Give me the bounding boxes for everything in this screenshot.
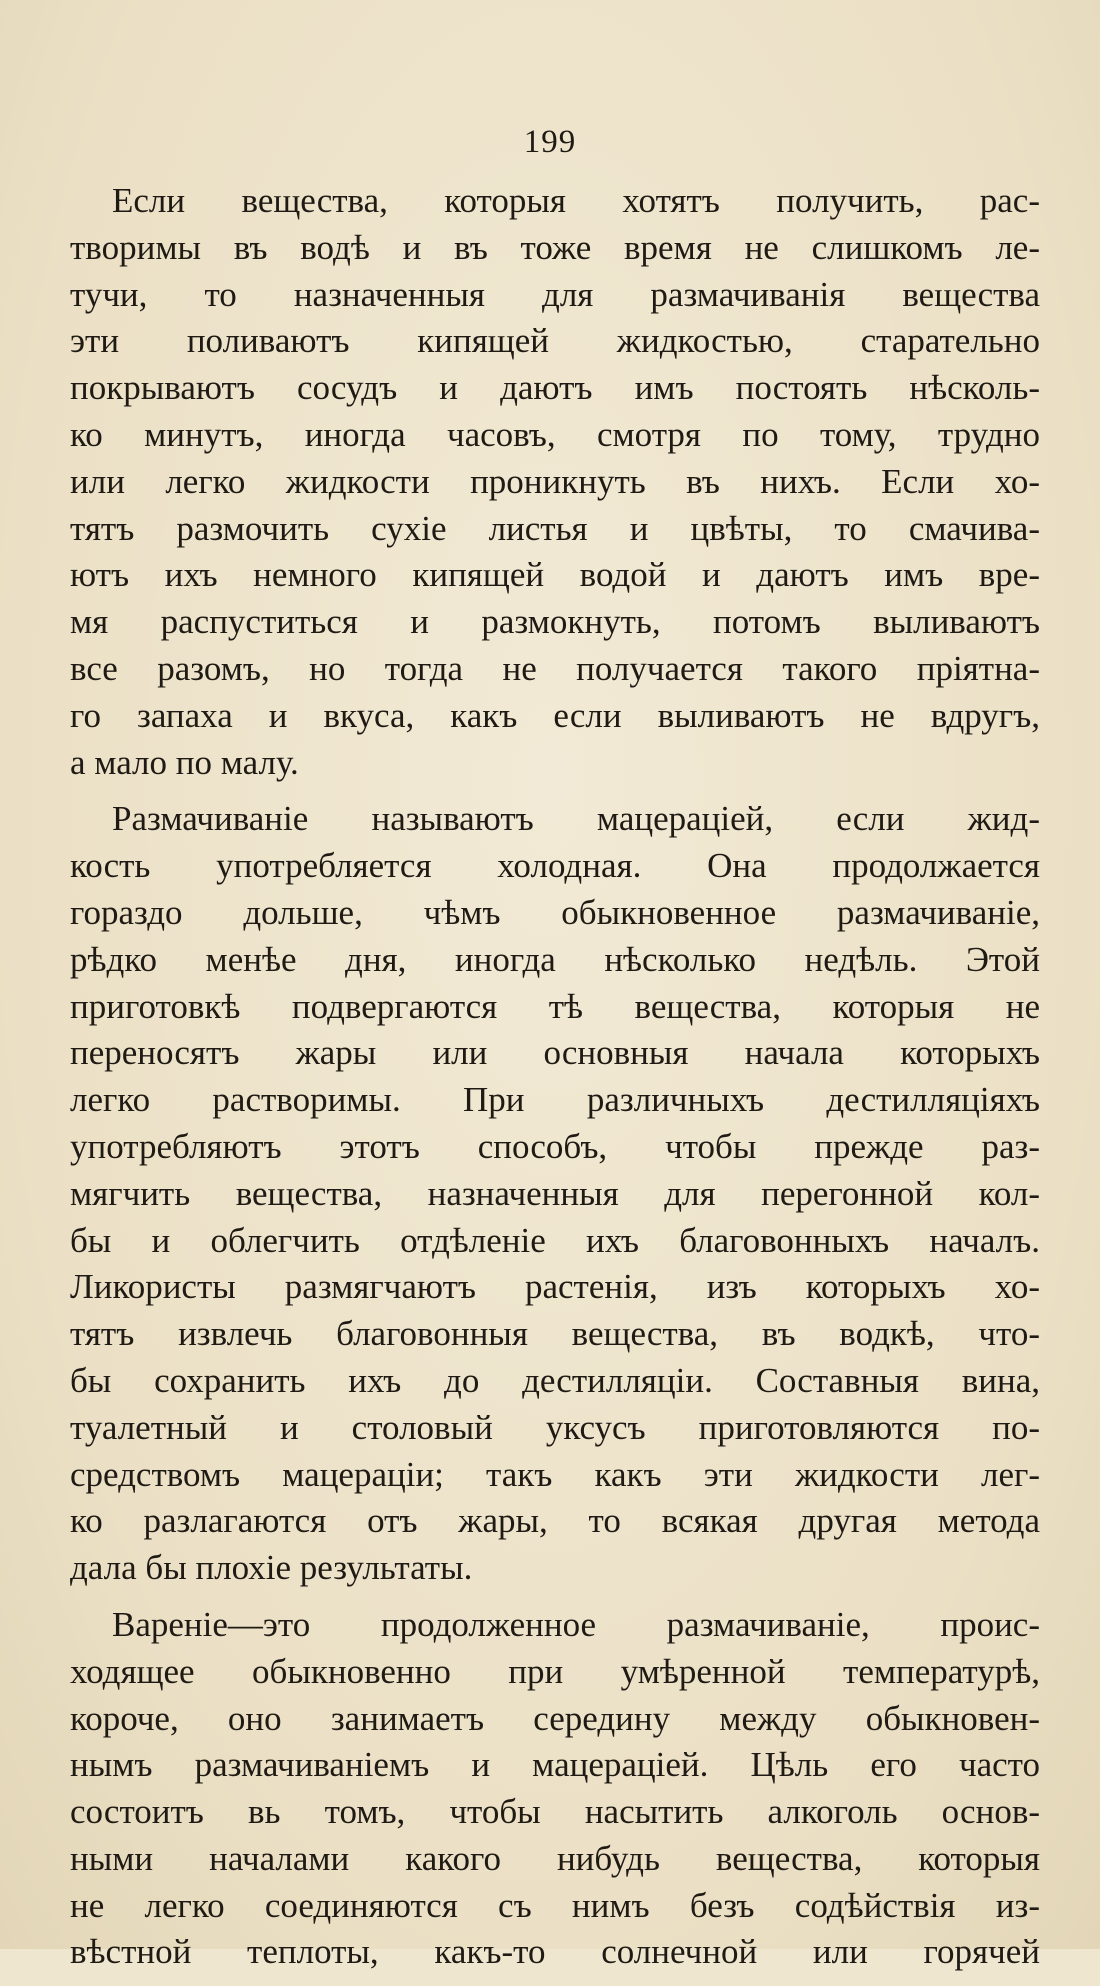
text-line: бы сохранить ихъ до дестилляціи. Составныя вина, <box>70 1360 1040 1400</box>
text-line: нымъ размачиваніемъ и мацераціей. Цѣль его часто <box>70 1745 1040 1785</box>
text-line: покрываютъ сосудъ и даютъ имъ постоять нѣсколь- <box>70 368 1040 408</box>
text-line: кость употребляется холодная. Она продолжается <box>70 846 1040 886</box>
text-line: Вареніе—это продолженное размачиваніе, проис- <box>112 1604 1040 1644</box>
text-line: ными началами какого нибудь вещества, которыя <box>70 1838 1040 1878</box>
text-line: бы и облегчить отдѣленіе ихъ благовонныхъ началъ. <box>70 1220 1040 1260</box>
paragraph <box>70 796 1040 1592</box>
text-line: рѣдко менѣе дня, иногда нѣсколько недѣль. Этой <box>70 939 1040 979</box>
text-line: вѣстной теплоты, какъ-то солнечной или горячей <box>70 1932 1040 1972</box>
text-line: дала бы плохіе результаты. <box>70 1548 473 1588</box>
text-line: Размачиваніе называютъ мацераціей, если жид- <box>112 799 1040 839</box>
text-line: или легко жидкости проникнуть въ нихъ. Если хо- <box>70 461 1040 501</box>
text-line: тучи, то назначенныя для размачиванія вещества <box>70 274 1040 314</box>
text-line: ко разлагаются отъ жары, то всякая другая метода <box>70 1501 1040 1541</box>
text-line: короче, оно занимаетъ середину между обыкновен- <box>70 1698 1040 1738</box>
text-line: переносятъ жары или основныя начала которыхъ <box>70 1033 1040 1073</box>
text-line: приготовкѣ подвергаются тѣ вещества, которыя не <box>70 986 1040 1026</box>
text-line: средствомъ мацераціи; такъ какъ эти жидкости лег- <box>70 1454 1040 1494</box>
text-line: ко минутъ, иногда часовъ, смотря по тому, трудно <box>70 414 1040 454</box>
text-line: состоитъ вь томъ, чтобы насытить алкоголь основ- <box>70 1792 1040 1832</box>
text-line: употребляютъ этотъ способъ, чтобы прежде раз- <box>70 1126 1040 1166</box>
paragraph <box>70 1602 1040 1976</box>
text-line: эти поливаютъ кипящей жидкостью, старательно <box>70 321 1040 361</box>
body-text <box>70 178 1040 1986</box>
text-line: мягчить вещества, назначенныя для перегонной кол- <box>70 1173 1040 1213</box>
text-line: легко растворимы. При различныхъ дестилляціяхъ <box>70 1080 1040 1120</box>
text-line: го запаха и вкуса, какъ если выливаютъ не вдругъ, <box>70 695 1040 735</box>
text-line: не легко соединяются съ нимъ безъ содѣйствія из- <box>70 1885 1040 1925</box>
paragraph <box>70 178 1040 786</box>
text-line: все разомъ, но тогда не получается такого пріятна- <box>70 648 1040 688</box>
text-line: Ликористы размягчаютъ растенія, изъ которыхъ хо- <box>70 1267 1040 1307</box>
page-number: 199 <box>523 124 577 160</box>
text-line: ютъ ихъ немного кипящей водой и даютъ имъ вре- <box>70 555 1040 595</box>
text-line: туалетный и столовый уксусъ приготовляются по- <box>70 1407 1040 1447</box>
text-line: гораздо дольше, чѣмъ обыкновенное размачиваніе, <box>70 892 1040 932</box>
text-line: Если вещества, которыя хотятъ получить, рас- <box>112 181 1040 220</box>
text-line: тятъ извлечь благовонныя вещества, въ водкѣ, что- <box>70 1314 1040 1354</box>
text-line: творимы въ водѣ и въ тоже время не слишкомъ ле- <box>70 227 1040 267</box>
text-line: а мало по малу. <box>70 742 299 782</box>
text-line: мя распуститься и размокнуть, потомъ выливаютъ <box>70 602 1040 642</box>
text-line: ходящее обыкновенно при умѣренной температурѣ, <box>70 1651 1040 1691</box>
text-line: тятъ размочить сухіе листья и цвѣты, то смачива- <box>70 508 1040 548</box>
